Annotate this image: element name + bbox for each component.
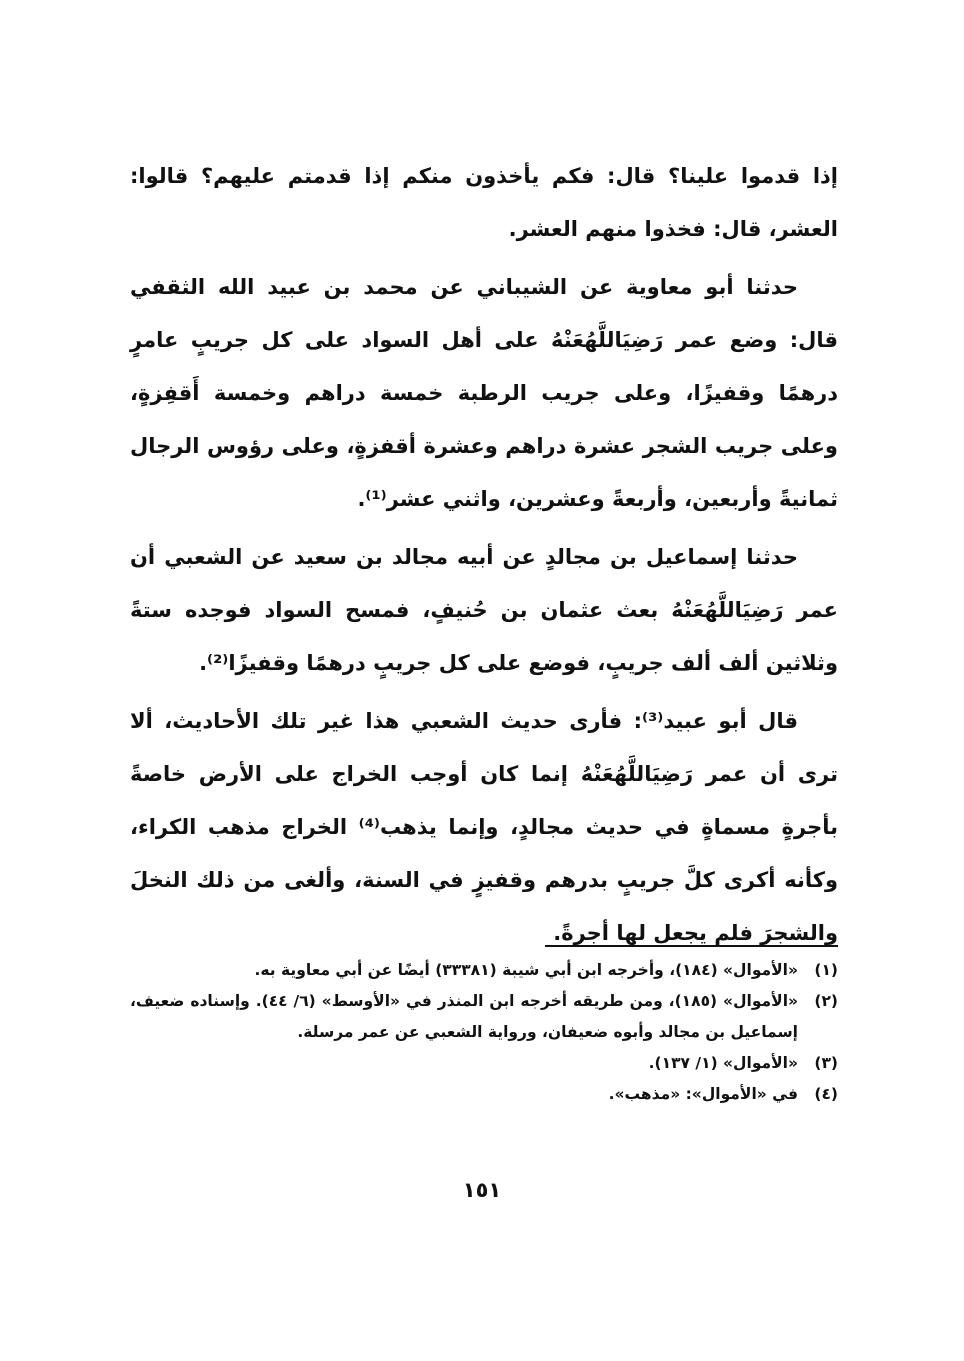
footnote-text: «الأموال» (١٨٥)، ومن طريقه أخرجه ابن المنذر في «الأوسط» (٦/ ٤٤). وإسناده ضعيف، إسماعيل بن مجالد وأبوه ضعيفان، ورواية الشعبي عن عمر مرسلة.: [130, 992, 799, 1041]
footnote-3: [130, 1048, 838, 1079]
page-number: ١٥١: [462, 1178, 502, 1202]
footnote-number: (١): [814, 961, 838, 979]
footnote-2: [130, 986, 838, 1048]
footnote-text: «الأموال» (١/ ١٣٧).: [648, 1054, 798, 1072]
paragraph-2: حدثنا أبو معاوية عن الشيباني عن محمد بن عبيد الله الثقفي قال: وضع عمر رَضِيَاللَّهُعَنْهُ على أهل السواد على كل جريبٍ عامرٍ درهمًا وقفيزًا، وعلى جريب الرطبة خمسة دراهم وخمسة أَقفِزةٍ، وعلى جريب الشجر عشرة دراهم وعشرة أقفزةٍ، وعلى رؤوس الرجال ثمانيةً وأربعين، وأربعةً وعشرين، واثني عشر⁽¹⁾.: [130, 275, 838, 511]
main-text: [130, 150, 838, 965]
footnote-divider: [545, 945, 838, 947]
footnote-4: [130, 1079, 838, 1110]
paragraph-4: قال أبو عبيد⁽³⁾: فأرى حديث الشعبي هذا غير تلك الأحاديث، ألا ترى أن عمر رَضِيَاللَّهُعَنْهُ إنما كان أوجب الخراج على الأرض خاصةً بأجرةٍ مسماةٍ في حديث مجالدٍ، وإنما يذهب⁽⁴⁾ الخراج مذهب الكراء، وكأنه أكرى كلَّ جريبٍ بدرهم وقفيزٍ في السنة، وألغى من ذلك النخلَ والشجرَ فلم يجعل لها أجرةً.: [130, 709, 838, 945]
footnote-text: «الأموال» (١٨٤)، وأخرجه ابن أبي شيبة (٣٣٣٨١) أيضًا عن أبي معاوية به.: [254, 961, 798, 979]
paragraph-1: إذا قدموا علينا؟ قال: فكم يأخذون منكم إذا قدمتم عليهم؟ قالوا: العشر، قال: فخذوا منهم العشر.: [130, 164, 838, 241]
paragraph-3: حدثنا إسماعيل بن مجالدٍ عن أبيه مجالد بن سعيد عن الشعبي أن عمر رَضِيَاللَّهُعَنْهُ بعث عثمان بن حُنيفٍ، فمسح السواد فوجده ستةً وثلاثين ألف ألف جريبٍ، فوضع على كل جريبٍ درهمًا وقفيزًا⁽²⁾.: [130, 545, 838, 675]
footnote-number: (٢): [814, 992, 838, 1010]
footnotes: [130, 955, 838, 1110]
footnote-number: (٤): [814, 1085, 838, 1103]
footnote-1: [130, 955, 838, 986]
footnote-text: في «الأموال»: «مذهب».: [608, 1085, 798, 1103]
footnote-number: (٣): [814, 1054, 838, 1072]
